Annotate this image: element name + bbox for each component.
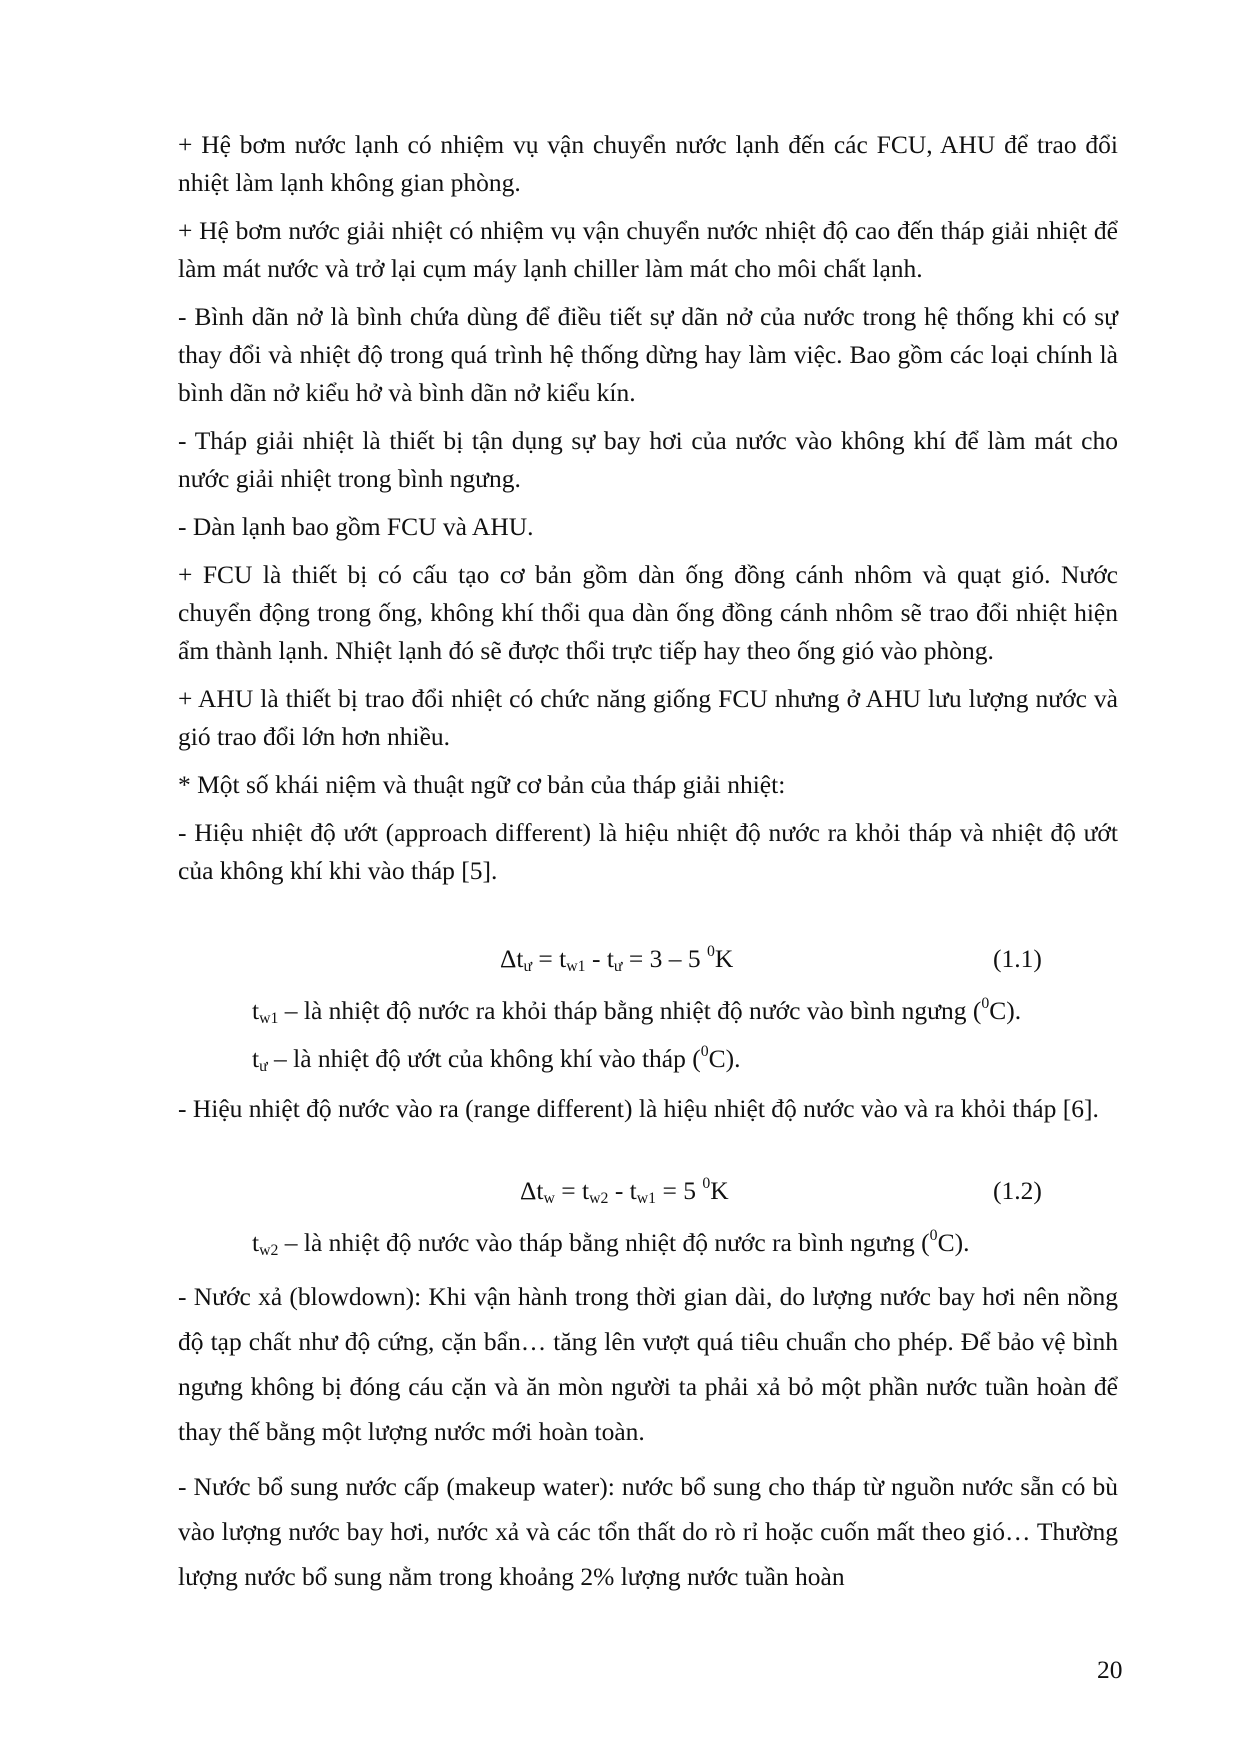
- definition-tw2: $t_{w2}$ – là nhiệt độ nước vào tháp bằng nhiệt độ nước ra bình ngưng ($^0$C).: [252, 1226, 970, 1259]
- formula-range: $\Delta t_w = t_{w2} - t_{w1} = 5$ $^0$K: [520, 1174, 729, 1207]
- paragraph-blowdown: - Nước xả (blowdown): Khi vận hành trong thời gian dài, do lượng nước bay hơi nên nồng độ tạp chất như độ cứng, cặn bẩn… tăng lên vượt quá tiêu chuẩn cho phép. Để bảo vệ bình ngưng không bị đóng cáu cặn và ăn mòn người ta phải xả bỏ một phần nước tuần hoàn để thay thế bằng một lượng nước mới hoàn toàn.: [178, 1282, 1118, 1446]
- paragraph-fcu: + FCU là thiết bị có cấu tạo cơ bản gồm dàn ống đồng cánh nhôm và quạt gió. Nước chuyển động trong ống, không khí thổi qua dàn ống đồng cánh nhôm sẽ trao đổi nhiệt hiện ẩm thành lạnh. Nhiệt lạnh đó sẽ được thổi trực tiếp hay theo ống gió vào phòng.: [178, 560, 1118, 665]
- paragraph-terms-heading: * Một số khái niệm và thuật ngữ cơ bản của tháp giải nhiệt:: [178, 770, 786, 799]
- paragraph-chilled-water-pump: + Hệ bơm nước lạnh có nhiệm vụ vận chuyển nước lạnh đến các FCU, AHU để trao đổi nhiệt làm lạnh không gian phòng.: [178, 130, 1118, 197]
- paragraph-approach: - Hiệu nhiệt độ ướt (approach different) là hiệu nhiệt độ nước ra khỏi tháp và nhiệt độ ướt của không khí khi vào tháp [5].: [178, 818, 1118, 885]
- page-number: 20: [1097, 1655, 1123, 1684]
- text-block-top: [178, 126, 1118, 890]
- equation-number-1-2: (1.2): [993, 1176, 1042, 1205]
- paragraph-range: - Hiệu nhiệt độ nước vào ra (range different) là hiệu nhiệt độ nước vào và ra khỏi tháp [6].: [178, 1094, 1099, 1123]
- paragraph-cooling-water-pump: + Hệ bơm nước giải nhiệt có nhiệm vụ vận chuyển nước nhiệt độ cao đến tháp giải nhiệt để làm mát nước và trở lại cụm máy lạnh chiller làm mát cho môi chất lạnh.: [178, 216, 1118, 283]
- equation-number-1-1: (1.1): [993, 944, 1042, 973]
- definition-tu: $t_ư$ – là nhiệt độ ướt của không khí vào tháp ($^0$C).: [252, 1042, 741, 1075]
- text-block-bottom: [178, 1274, 1118, 1599]
- formula-approach: $\Delta t_ư = t_{w1} - t_ư = 3 - 5$ $^0$K: [500, 942, 734, 975]
- text-block-range: [178, 1090, 1118, 1128]
- paragraph-indoor-unit: - Dàn lạnh bao gồm FCU và AHU.: [178, 512, 534, 541]
- paragraph-makeup-water: - Nước bổ sung nước cấp (makeup water): nước bổ sung cho tháp từ nguồn nước sẵn có bù vào lượng nước bay hơi, nước xả và các tổn thất do rò rỉ hoặc cuốn mất theo gió… Thường lượng nước bổ sung nằm trong khoảng 2% lượng nước tuần hoàn: [178, 1472, 1118, 1591]
- paragraph-cooling-tower: - Tháp giải nhiệt là thiết bị tận dụng sự bay hơi của nước vào không khí để làm mát cho nước giải nhiệt trong bình ngưng.: [178, 426, 1118, 493]
- paragraph-ahu: + AHU là thiết bị trao đổi nhiệt có chức năng giống FCU nhưng ở AHU lưu lượng nước và gió trao đổi lớn hơn nhiều.: [178, 684, 1118, 751]
- definition-tw1: $t_{w1}$ – là nhiệt độ nước ra khỏi tháp bằng nhiệt độ nước vào bình ngưng ($^0$C).: [252, 994, 1022, 1027]
- paragraph-expansion-tank: - Bình dãn nở là bình chứa dùng để điều tiết sự dãn nở của nước trong hệ thống khi có sự thay đổi và nhiệt độ trong quá trình hệ thống dừng hay làm việc. Bao gồm các loại chính là bình dãn nở kiểu hở và bình dãn nở kiểu kín.: [178, 302, 1118, 407]
